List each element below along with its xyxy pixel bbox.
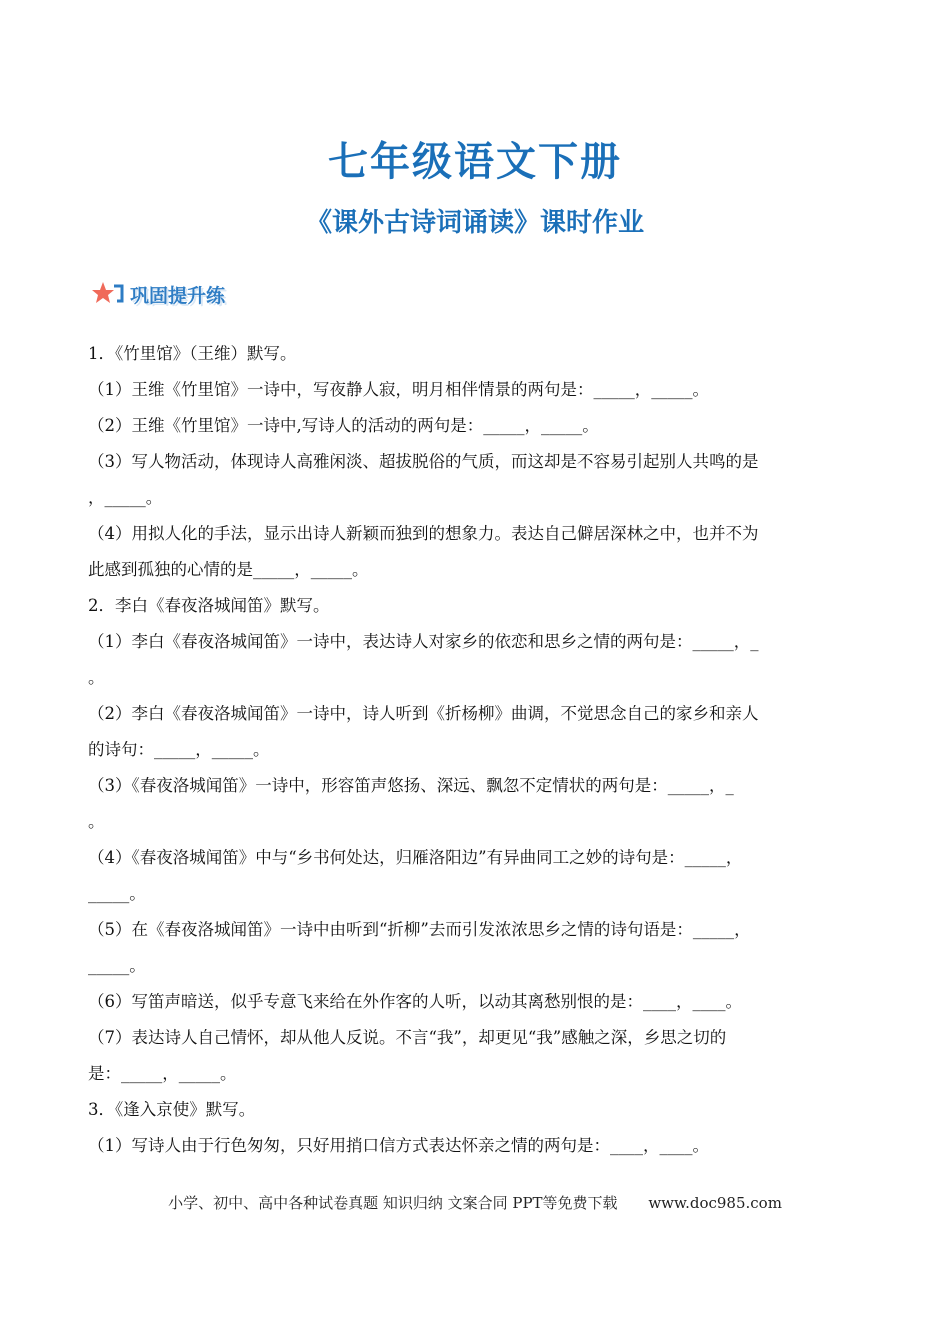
page-title: 七年级语文下册 (328, 139, 622, 185)
question-item: （1）李白《春夜洛城闻笛》一诗中，表达诗人对家乡的依恋和思乡之情的两句是：_____，_ (88, 632, 759, 651)
question-item: （2）王维《竹里馆》一诗中,写诗人的活动的两句是：_____，_____。 (88, 416, 599, 435)
question-item: （6）写笛声暗送，似乎专意飞来给在外作客的人听，以动其离愁别恨的是：____，____。 (88, 992, 742, 1011)
footer-text: 小学、初中、高中各种试卷真题 知识归纳 文案合同 PPT等免费下载 (168, 1194, 618, 1212)
section-label: 巩固提升练 (130, 284, 226, 307)
question-item-cont: _____。 (88, 884, 146, 903)
question-item: （2）李白《春夜洛城闻笛》一诗中，诗人听到《折杨柳》曲调，不觉思念自己的家乡和亲人 (88, 704, 759, 723)
question-item: （1）王维《竹里馆》一诗中，写夜静人寂，明月相伴情景的两句是：_____，_____。 (88, 380, 709, 399)
question-item: （4）《春夜洛城闻笛》中与“乡书何处达，归雁洛阳边”有异曲同工之妙的诗句是：_____， (88, 848, 743, 867)
question-item-cont: 此感到孤独的心情的是_____，_____。 (88, 560, 369, 579)
page-footer (0, 1192, 950, 1213)
exercise-body (88, 336, 868, 1164)
question-item: （4）用拟人化的手法，显示出诗人新颖而独到的想象力。表达自己僻居深林之中，也并不为 (88, 524, 759, 543)
question-item: （5）在《春夜洛城闻笛》一诗中由听到“折柳”去而引发浓浓思乡之情的诗句语是：_____， (88, 920, 751, 939)
question-heading: 3．《逢入京使》默写。 (88, 1100, 256, 1119)
footer-site-link[interactable]: www.doc985.com (648, 1194, 782, 1212)
question-heading: 1．《竹里馆》（王维）默写。 (88, 344, 297, 363)
question-item-cont: 是：_____，_____。 (88, 1064, 237, 1083)
question-item-cont: ，_____。 (88, 488, 163, 507)
star-icon (92, 281, 126, 307)
question-item: （1）写诗人由于行色匆匆，只好用捎口信方式表达怀亲之情的两句是：____，____。 (88, 1136, 709, 1155)
question-item-cont: 。 (88, 812, 105, 831)
page-subtitle: 《课外古诗词诵读》课时作业 (305, 208, 644, 238)
section-header (92, 280, 225, 308)
question-item-cont: 的诗句：_____，_____。 (88, 740, 270, 759)
question-item: （3）《春夜洛城闻笛》一诗中，形容笛声悠扬、深远、飘忽不定情状的两句是：_____，_ (88, 776, 734, 795)
question-item-cont: 。 (88, 668, 105, 687)
question-item: （3）写人物活动，体现诗人高雅闲淡、超拔脱俗的气质，而这却是不容易引起别人共鸣的是 (88, 452, 759, 471)
question-item: （7）表达诗人自己情怀，却从他人反说。不言“我”，却更见“我”感触之深，乡思之切的 (88, 1028, 727, 1047)
question-item-cont: _____。 (88, 956, 146, 975)
question-heading: 2．李白《春夜洛城闻笛》默写。 (88, 596, 330, 615)
